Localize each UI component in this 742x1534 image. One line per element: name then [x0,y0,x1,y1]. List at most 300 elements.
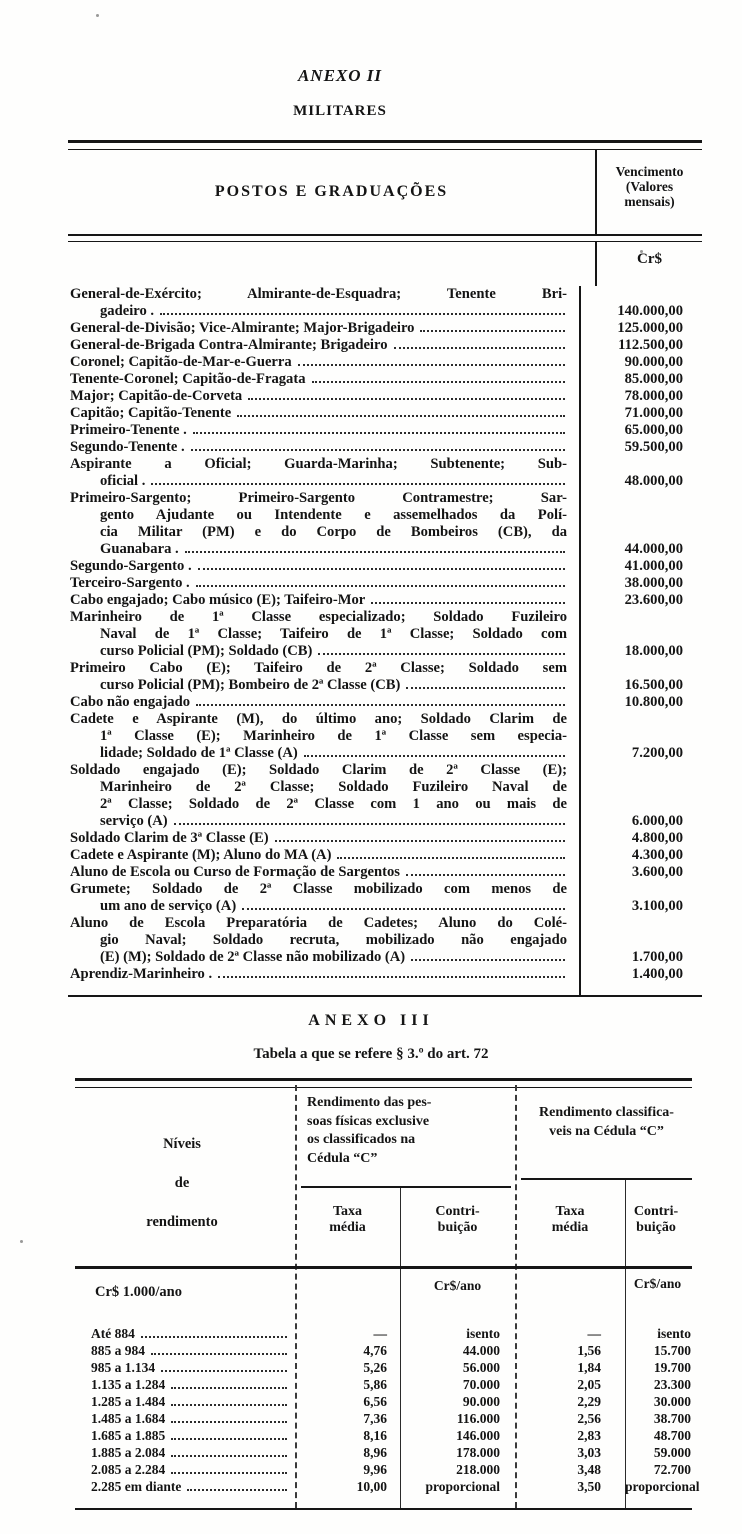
dotted-leader [196,704,565,706]
rank-line-text: um ano de serviço (A) [100,898,237,914]
unit-label-contrib2: Cr$/ano [633,1276,682,1291]
rank-value-text: 48.000,00 [624,473,683,489]
militares-table [68,140,702,997]
dotted-leader [411,959,565,961]
taxa-media-1-cell: 10,00 [356,1479,387,1494]
rank-text [68,864,581,881]
rank-row [68,660,702,694]
rank-value-text: 78.000,00 [624,388,683,404]
nivel-cell [75,1377,295,1394]
rank-line: Naval de 1ª Classe; Taifeiro de 1ª Classe; Soldado com [100,626,567,642]
rank-value-text: 3.100,00 [631,898,683,914]
rank-value-text: 23.600,00 [624,592,683,608]
dotted-leader [371,602,565,604]
contribuicao-1-cell: 70.000 [462,1377,500,1392]
rank-line [70,337,567,354]
rank-line: Soldado engajado (E); Soldado Clarim de 2ª Classe (E); [70,762,567,778]
rank-rows [68,286,702,983]
dotted-leader [420,330,565,332]
rank-row [68,966,702,983]
taxa-media-2-cell: — [587,1326,601,1341]
rank-text [68,609,581,660]
rank-value [581,558,686,575]
rank-row [68,575,702,592]
rendimento-rows [75,1326,700,1496]
postos-column-header: POSTOS E GRADUAÇÕES [68,150,597,234]
rank-line [70,813,567,830]
dotted-leader [312,381,566,383]
contribuicao-1-cell: 146.000 [456,1428,500,1443]
rank-value-text: 44.000,00 [624,541,683,557]
nivel-text: 2.085 a 2.284 [91,1462,166,1477]
nivel-text: 1.885 a 2.084 [91,1445,166,1460]
taxa-media-2-cell: 1,84 [577,1360,601,1375]
rank-line [70,864,567,881]
rank-text [68,966,581,983]
contribuicao-header-2: Contri- buição [633,1204,679,1235]
taxa-media-2-cell: 2,05 [577,1377,601,1392]
rank-value-text: 140.000,00 [617,303,683,319]
taxa-media-1-cell: 7,36 [363,1411,387,1426]
dotted-leader [242,908,565,910]
rank-value-text: 71.000,00 [624,405,683,421]
rank-line: Cadete e Aspirante (M), do último ano; Soldado Clarim de [70,711,567,727]
dotted-leader [394,347,566,349]
rank-text [68,830,581,847]
rank-line-text: Major; Capitão-de-Corveta [70,388,243,404]
rank-line [70,592,567,609]
currency-label: Cr$ [637,251,662,267]
rank-row [68,354,702,371]
rank-row [68,456,702,490]
rank-line [70,575,567,592]
rank-text [68,694,581,711]
dotted-leader [275,840,565,842]
rank-line [70,643,567,660]
rank-line-text: curso Policial (PM); Soldado (CB) [100,643,313,659]
rank-line [70,745,567,762]
rank-text [68,354,581,371]
contribuicao-1-cell: isento [466,1326,500,1341]
dotted-leader [196,585,565,587]
dotted-leader [174,823,565,825]
nivel-cell [75,1445,295,1462]
rank-line-text: Coronel; Capitão-de-Mar-e-Guerra [70,354,292,370]
rank-value [581,490,686,558]
rendimento-row [75,1326,692,1343]
rank-line [70,354,567,371]
rank-row [68,915,702,966]
contribuicao-2-cell: 15.700 [653,1343,691,1358]
rank-line: Marinheiro de 2ª Classe; Soldado Fuzileiro Naval de [100,779,567,795]
rank-line-text: lidade; Soldado de 1ª Classe (A) [100,745,298,761]
rank-value-text: 59.500,00 [624,439,683,455]
taxa-media-1-cell: 5,86 [363,1377,387,1392]
rank-line [70,830,567,847]
rank-text [68,439,581,456]
rank-value-text: 16.500,00 [624,677,683,693]
table-rule [68,234,702,242]
contribuicao-2-cell: isento [657,1326,691,1341]
rank-line [70,388,567,405]
group2-rule [521,1178,692,1180]
contribuicao-1-cell: 178.000 [456,1445,500,1460]
taxa-media-2-cell: 2,83 [577,1428,601,1443]
rank-value [581,405,686,422]
rank-line: gento Ajudante ou Intendente e assemelhados da Polí- [100,507,567,523]
rank-value [581,592,686,609]
nivel-cell [75,1326,295,1343]
nivel-text: 1.285 a 1.484 [91,1394,166,1409]
rank-value [581,881,686,915]
taxa-media-1-cell: 6,56 [363,1394,387,1409]
contribuicao-2-cell: 19.700 [653,1360,691,1375]
rank-line [70,694,567,711]
taxa-media-1-cell: 4,76 [363,1343,387,1358]
rank-line-text: Cabo engajado; Cabo músico (E); Taifeiro-Mor [70,592,366,608]
dotted-leader [193,432,565,434]
rank-line-text: gadeiro . [100,303,155,319]
nivel-text: 885 a 984 [91,1343,145,1358]
rendimento-row [75,1479,700,1496]
rank-row [68,439,702,456]
dotted-leader [160,313,565,315]
rank-text [68,881,581,915]
nivel-cell [75,1428,295,1445]
rank-row [68,711,702,762]
rank-row [68,847,702,864]
table-rule [75,1078,692,1088]
rank-line [70,422,567,439]
rank-value [581,711,686,762]
rank-line-text: Guanabara . [100,541,179,557]
nivel-text: 1.135 a 1.284 [91,1377,166,1392]
rank-line-text: General-de-Divisão; Vice-Almirante; Major-Brigadeiro [70,320,415,336]
dotted-leader [161,1370,287,1372]
rank-text [68,422,581,439]
dotted-leader [248,398,565,400]
rank-line [70,677,567,694]
rank-line-text: Tenente-Coronel; Capitão-de-Fragata [70,371,306,387]
rank-line-text: Primeiro-Tenente . [70,422,187,438]
contribuicao-1-cell: 90.000 [462,1394,500,1409]
group1-header: Rendimento das pes- soas físicas exclusive os classificados na Cédula “C” [307,1095,432,1166]
rank-line [70,439,567,456]
dotted-leader [318,653,565,655]
taxa-media-1-cell: 8,16 [363,1428,387,1443]
rank-value [581,660,686,694]
rank-row [68,422,702,439]
rank-line [70,558,567,575]
rank-value-text: 125.000,00 [617,320,683,336]
unit-label-contrib1: Cr$/ano [433,1278,482,1293]
rank-value-text: 1.400,00 [631,966,683,982]
rank-row [68,881,702,915]
taxa-media-header-2: Taxa média [551,1204,589,1235]
rank-value [581,694,686,711]
rank-line [70,966,567,983]
nivel-text: 2.285 em diante [91,1479,182,1494]
taxa-media-2-cell: 1,56 [577,1343,601,1358]
rank-text [68,490,581,558]
dotted-leader [406,687,565,689]
dotted-leader [171,1404,287,1406]
rank-row [68,320,702,337]
rank-value-text: 41.000,00 [624,558,683,574]
rank-value [581,371,686,388]
rank-value [581,847,686,864]
rank-row [68,864,702,881]
rendimento-row [75,1360,692,1377]
contribuicao-2-cell: proporcional [625,1479,700,1494]
rendimento-row [75,1343,692,1360]
dotted-leader [171,1421,287,1423]
rank-value [581,354,686,371]
rank-value-text: 4.300,00 [631,847,683,863]
rank-value [581,320,686,337]
rank-line: Primeiro Cabo (E); Taifeiro de 2ª Classe; Soldado sem [70,660,567,676]
rank-text [68,711,581,762]
table-rule [68,995,702,997]
nivel-cell [75,1343,295,1360]
rank-value [581,864,686,881]
rank-value [581,422,686,439]
rank-line: 1ª Classe (E); Marinheiro de 1ª Classe sem especia- [100,728,567,744]
rank-value-text: 10.800,00 [624,694,683,710]
rank-value-text: 1.700,00 [631,949,683,965]
contribuicao-1-cell: 56.000 [462,1360,500,1375]
nivel-cell [75,1462,295,1479]
dotted-leader [406,874,565,876]
rank-text [68,847,581,864]
rank-line: cia Militar (PM) e do Corpo de Bombeiros (CB), da [100,524,567,540]
dotted-leader [151,1353,287,1355]
rendimento-row [75,1394,692,1411]
contribuicao-1-cell: 116.000 [456,1411,500,1426]
table-rule [75,1266,692,1269]
rank-value [581,762,686,830]
rank-line-text: Segundo-Tenente . [70,439,185,455]
contribuicao-1-cell: 218.000 [456,1462,500,1477]
rank-line [70,405,567,422]
dotted-leader [187,1489,287,1491]
rank-row [68,490,702,558]
nivel-cell [75,1479,295,1496]
rank-text [68,405,581,422]
anexo3-title: ANEXO III [308,1012,434,1029]
taxa-media-1-cell: — [373,1326,387,1341]
rank-value-text: 6.000,00 [631,813,683,829]
rank-line [70,949,567,966]
scan-artifact [20,1240,23,1243]
nivel-text: Até 884 [91,1326,135,1341]
anexo2-title: ANEXO II [297,66,383,85]
dotted-leader [185,551,565,553]
dotted-leader [337,857,565,859]
rank-line: Marinheiro de 1ª Classe especializado; Soldado Fuzileiro [70,609,567,625]
rank-line [70,473,567,490]
rank-row [68,405,702,422]
dotted-leader [304,755,565,757]
rank-line [70,541,567,558]
militares-table-body [68,242,702,995]
niveis-column-header: Níveis de rendimento [146,1136,218,1230]
rank-row [68,830,702,847]
dotted-leader [171,1472,287,1474]
rank-value [581,388,686,405]
rank-line [70,898,567,915]
rank-row [68,286,702,320]
rank-value-text: 18.000,00 [624,643,683,659]
rank-line [70,303,567,320]
rank-row [68,609,702,660]
nivel-text: 1.485 a 1.684 [91,1411,166,1426]
rank-text [68,320,581,337]
rank-line-text: Soldado Clarim de 3ª Classe (E) [70,830,269,846]
rank-value-text: 65.000,00 [624,422,683,438]
dotted-leader [171,1455,287,1457]
dotted-leader [171,1438,287,1440]
rank-line [70,847,567,864]
rank-text [68,762,581,830]
rank-value [581,609,686,660]
rank-line-text: Aprendiz-Marinheiro . [70,966,213,982]
rank-line: Grumete; Soldado de 2ª Classe mobilizado com menos de [70,881,567,897]
dotted-leader [237,415,565,417]
rank-line-text: Terceiro-Sargento . [70,575,190,591]
anexo2-subtitle: MILITARES [293,103,387,119]
rank-value-text: 85.000,00 [624,371,683,387]
rank-line [70,371,567,388]
dotted-leader [141,1336,287,1338]
table-rule [68,140,702,150]
vencimento-column-header: Vencimento (Valores mensais) [615,164,684,209]
currency-row [68,242,702,286]
nivel-cell [75,1360,295,1377]
nivel-text: 985 a 1.134 [91,1360,156,1375]
rank-line: Aspirante a Oficial; Guarda-Marinha; Subtenente; Sub- [70,456,567,472]
contribuicao-2-cell: 72.700 [653,1462,691,1477]
rendimento-table [75,1078,700,1512]
anexo3-subtitle: Tabela a que se refere § 3.º do art. 72 [253,1046,489,1062]
scan-artifact [96,14,99,17]
taxa-media-1-cell: 9,96 [363,1462,387,1477]
rank-value [581,337,686,354]
rank-line-text: Cabo não engajado [70,694,191,710]
rank-row [68,592,702,609]
rank-value-text: 90.000,00 [624,354,683,370]
rank-value-text: 3.600,00 [631,864,683,880]
contribuicao-2-cell: 23.300 [653,1377,691,1392]
rank-value [581,966,686,983]
rank-text [68,592,581,609]
taxa-media-2-cell: 3,48 [577,1462,601,1477]
taxa-media-1-cell: 8,96 [363,1445,387,1460]
taxa-media-2-cell: 3,50 [577,1479,601,1494]
rank-value [581,439,686,456]
nivel-text: 1.685 a 1.885 [91,1428,166,1443]
group1-rule [301,1186,511,1188]
rank-text [68,286,581,320]
dotted-leader [191,449,565,451]
taxa-media-header-1: Taxa média [329,1204,366,1235]
rank-row [68,371,702,388]
group2-header: Rendimento classifica- veis na Cédula “C” [539,1105,674,1139]
rank-line-text: serviço (A) [100,813,168,829]
dotted-leader [198,568,565,570]
rank-value-text: 7.200,00 [631,745,683,761]
rank-line: 2ª Classe; Soldado de 2ª Classe com 1 ano ou mais de [100,796,567,812]
rank-line-text: Segundo-Sargento . [70,558,192,574]
contribuicao-2-cell: 38.700 [653,1411,691,1426]
rank-line: General-de-Exército; Almirante-de-Esquadra; Tenente Bri- [70,286,567,302]
rank-row [68,388,702,405]
rank-line-text: Cadete e Aspirante (M); Aluno do MA (A) [70,847,332,863]
rank-line-text: Aluno de Escola ou Curso de Formação de Sargentos [70,864,400,880]
militares-table-header [68,150,702,234]
rank-value [581,830,686,847]
taxa-media-2-cell: 3,03 [577,1445,601,1460]
rendimento-row [75,1445,692,1462]
rank-text [68,558,581,575]
rank-value [581,456,686,490]
rank-line: Primeiro-Sargento; Primeiro-Sargento Contramestre; Sar- [70,490,567,506]
table-rule [75,1508,692,1510]
taxa-media-2-cell: 2,29 [577,1394,601,1409]
rank-line: Aluno de Escola Preparatória de Cadetes; Aluno do Colé- [70,915,567,931]
unit-label-niveis: Cr$ 1.000/ano [95,1284,182,1300]
nivel-cell [75,1394,295,1411]
contribuicao-header-1: Contri- buição [435,1204,480,1235]
dotted-leader [298,364,565,366]
contribuicao-1-cell: 44.000 [462,1343,500,1358]
rank-line-text: curso Policial (PM); Bombeiro de 2ª Classe (CB) [100,677,401,693]
contribuicao-2-cell: 59.000 [653,1445,691,1460]
taxa-media-1-cell: 5,26 [363,1360,387,1375]
rank-value-text: 112.500,00 [618,337,683,353]
dotted-leader [151,483,565,485]
rank-text [68,660,581,694]
rank-value-text: 4.800,00 [631,830,683,846]
rendimento-row [75,1377,692,1394]
contribuicao-2-cell: 30.000 [653,1394,691,1409]
contribuicao-2-cell: 48.700 [653,1428,691,1443]
rank-row [68,694,702,711]
rank-value [581,915,686,966]
dotted-leader [218,976,565,978]
rendimento-row [75,1462,692,1479]
rank-line: gio Naval; Soldado recruta, mobilizado não engajado [100,932,567,948]
taxa-media-2-cell: 2,56 [577,1411,601,1426]
rank-text [68,575,581,592]
rank-row [68,558,702,575]
rendimento-row [75,1428,692,1445]
rank-text [68,337,581,354]
rank-row [68,337,702,354]
rank-text [68,371,581,388]
rank-line-text: General-de-Brigada Contra-Almirante; Brigadeiro [70,337,388,353]
dotted-leader [171,1387,287,1389]
rank-line-text: Capitão; Capitão-Tenente [70,405,232,421]
rank-text [68,388,581,405]
rank-line [70,320,567,337]
rank-value-text: 38.000,00 [624,575,683,591]
rank-value [581,575,686,592]
rank-value [581,286,686,320]
rank-text [68,915,581,966]
rank-line-text: oficial . [100,473,146,489]
rank-line-text: (E) (M); Soldado de 2ª Classe não mobilizado (A) [100,949,406,965]
